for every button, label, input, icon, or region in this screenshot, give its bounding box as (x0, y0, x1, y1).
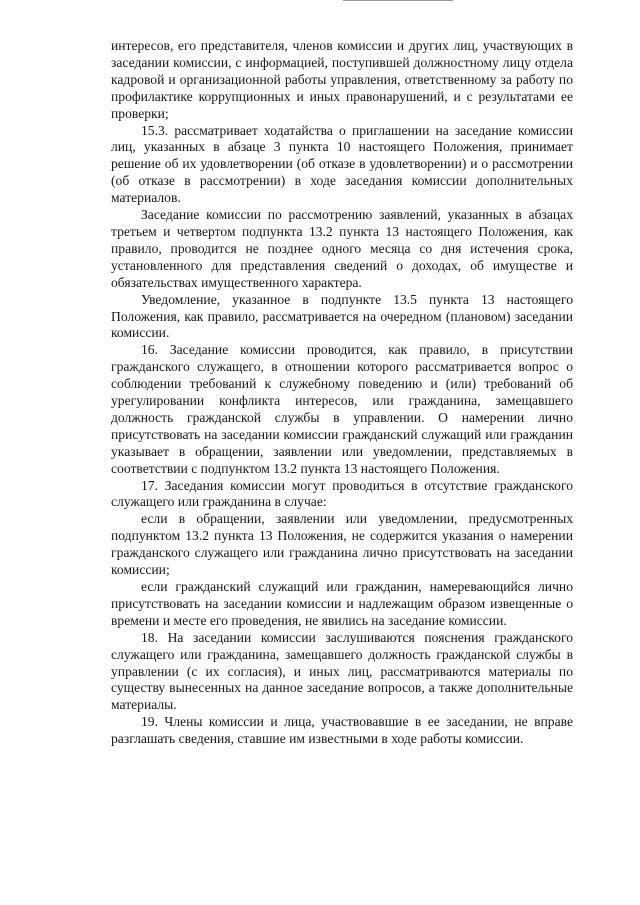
paragraph-15-3: 15.3. рассматривает ходатайства о приглашении на заседание комиссии лиц, указанных в абзаце 3 пункта 10 настоящего Положения, принимает решение об их удовлетворении (об отказе в удовлетворении) и о рассмотрении (об отказе в рассмотрении) в ходе заседания комиссии дополнительных материалов. (111, 122, 573, 206)
paragraph-19: 19. Члены комиссии и лица, участвовавшие в ее заседании, не вправе разглашать сведения, ставшие им известными в ходе работы комиссии. (111, 714, 573, 747)
paragraph-17: 17. Заседания комиссии могут проводиться в отсутствие гражданского служащего или гражданина в случае: (111, 477, 573, 510)
paragraph-notification: Уведомление, указанное в подпункте 13.5 пункта 13 настоящего Положения, как правило, рассматривается на очередном (плановом) заседании комиссии. (111, 291, 573, 341)
paragraph-meeting-deadline: Заседание комиссии по рассмотрению заявлений, указанных в абзацах третьем и четвертом подпункта 13.2 пункта 13 настоящего Положения, как правило, проводится не позднее одного месяца со дня истечения срока, установленного для представления сведений о доходах, об имуществе и обязательствах имущественного характера. (111, 207, 573, 290)
page-top-rule (343, 0, 453, 1)
paragraph-continuation: интересов, его представителя, членов комиссии и других лиц, участвующих в заседании комиссии, с информацией, поступившей должностному лицу отдела кадровой и организационной работы управления, ответственному за работу по профилактике коррупционных и иных правонарушений, и с результатами ее проверки; (111, 38, 573, 121)
paragraph-18: 18. На заседании комиссии заслушиваются пояснения гражданского служащего или гражданина, замещавшего должность гражданской службы в управлении (с их согласия), и иных лиц, рассматриваются материалы по существу вынесенных на данное заседание вопросов, а также дополнительные материалы. (111, 629, 573, 713)
paragraph-17-case-2: если гражданский служащий или гражданин, намеревающийся лично присутствовать на заседании комиссии и надлежащим образом извещенные о времени и месте его проведения, не явились на заседание комиссии. (111, 579, 573, 628)
paragraph-16: 16. Заседание комиссии проводится, как правило, в присутствии гражданского служащего, в отношении которого рассматривается вопрос о соблюдении требований к служебному поведению и (или) требований об урегулировании конфликта интересов, или гражданина, замещавшего должность гражданской службы в управлении. О намерении лично присутствовать на заседании комиссии гражданский служащий или гражданин указывает в обращении, заявлении или уведомлении, представляемых в соответствии с подпунктом 13.2 пункта 13 настоящего Положения. (111, 342, 573, 476)
document-page (111, 38, 573, 748)
paragraph-17-case-1: если в обращении, заявлении или уведомлении, предусмотренных подпунктом 13.2 пункта 13 Положения, не содержится указания о намерении гражданского служащего или гражданина лично присутствовать на заседании комиссии; (111, 511, 573, 578)
